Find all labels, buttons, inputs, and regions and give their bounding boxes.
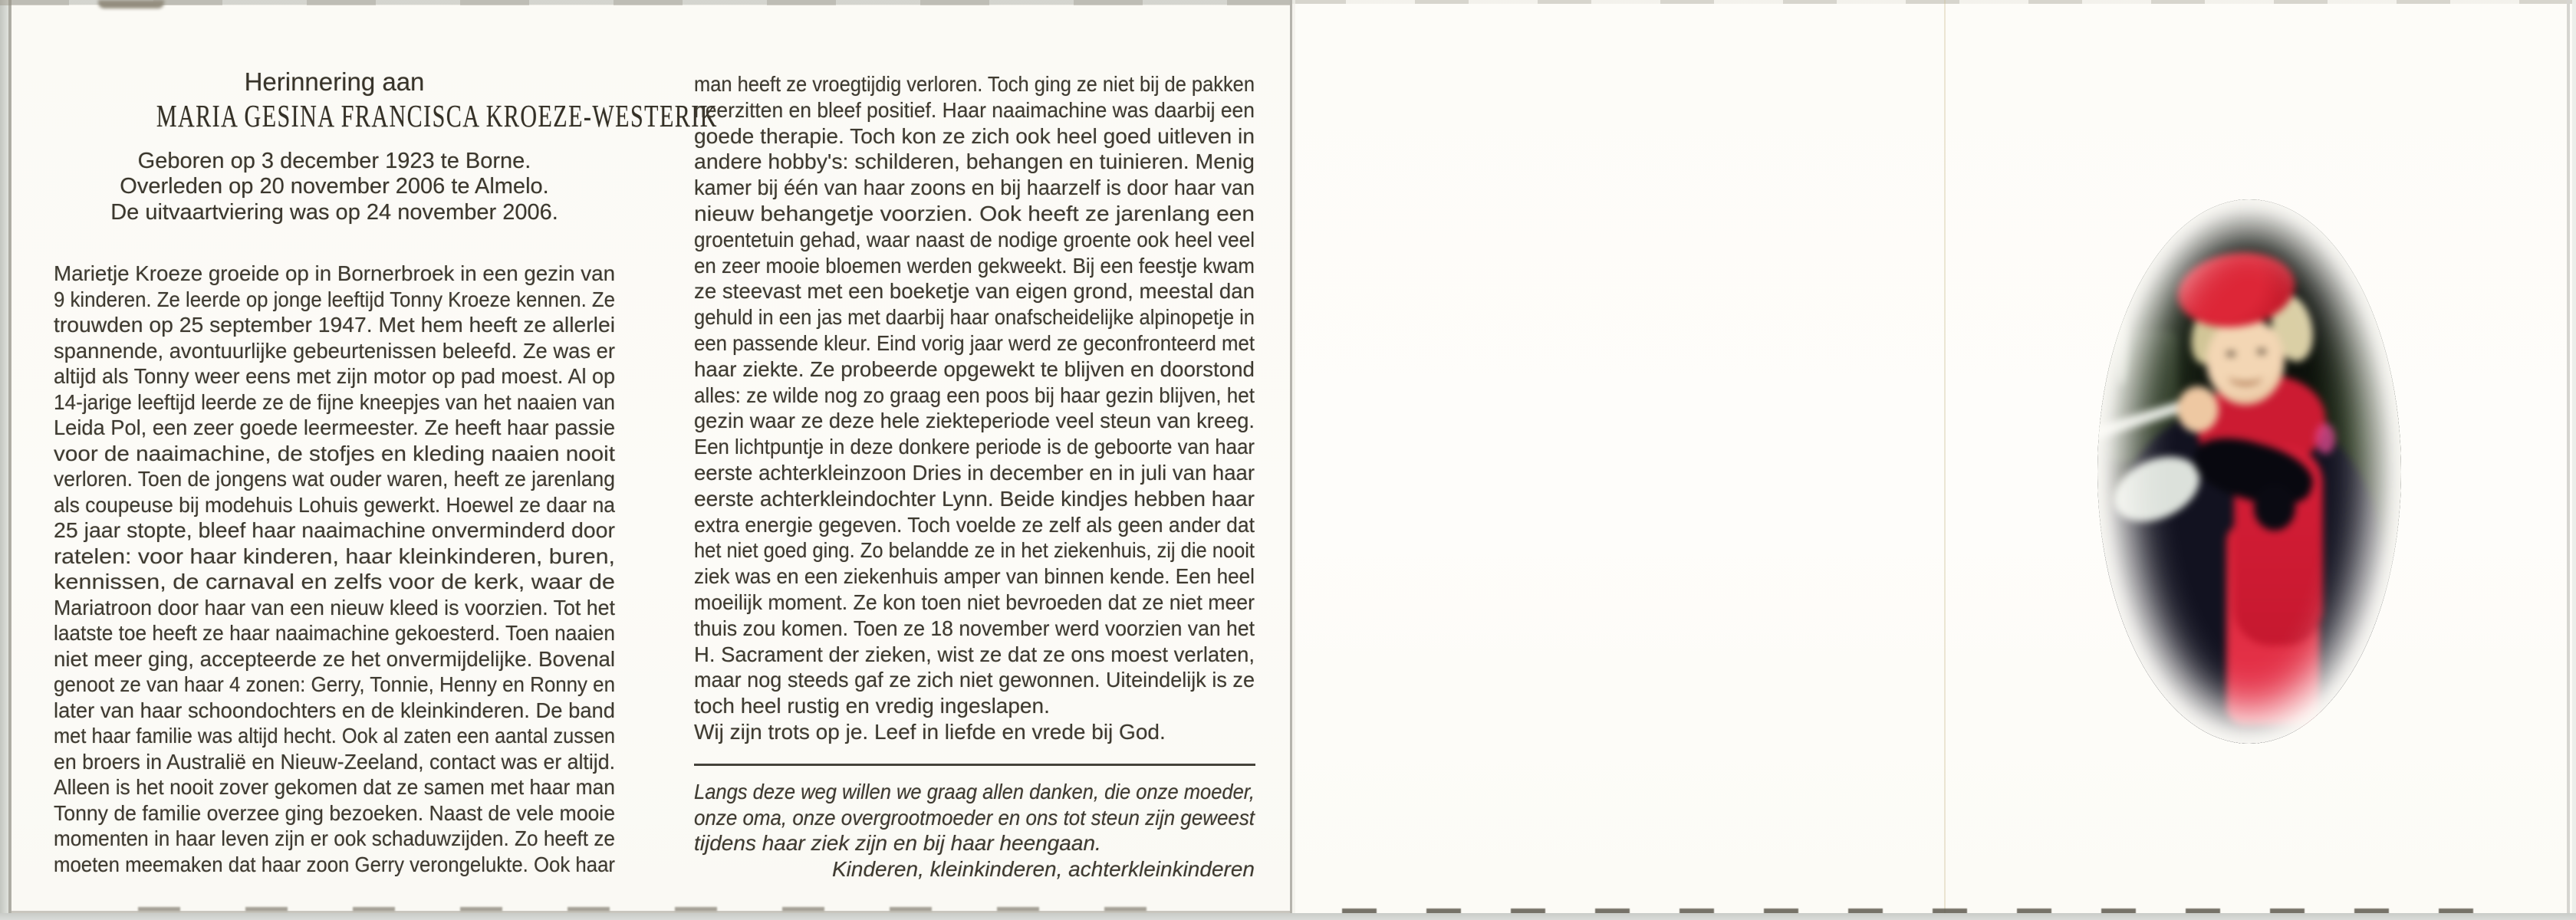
text-line: kamer bij één van haar zoons en bij haarzelf is door haar van	[694, 176, 1255, 200]
text-line: momenten in haar leven zijn er ook schaduwzijden. Zo heeft ze	[54, 826, 615, 850]
text-line: en zeer mooie bloemen werden gekweekt. Bij een feestje kwam	[694, 253, 1255, 278]
photo-oval-frame	[2097, 199, 2401, 744]
text-line: voor de naaimachine, de stofjes en kleding naaien nooit	[54, 441, 615, 465]
text-line: Kinderen, kleinkinderen, achterkleinkinderen	[831, 857, 1255, 881]
text-line: later van haar schoondochters en de kleinkinderen. De band	[54, 698, 615, 722]
text-line: andere hobby's: schilderen, behangen en tuinieren. Menig	[694, 150, 1255, 174]
text-line: trouwden op 25 september 1947. Met hem heeft ze allerlei	[54, 313, 615, 337]
text-line: Leida Pol, een zeer goede leermeester. Ze heeft haar passie	[54, 416, 615, 439]
text-line: moeten meemaken dat haar zoon Gerry verongelukte. Ook haar	[54, 852, 615, 876]
text-line: niet meer ging, accepteerde ze het onvermijdelijke. Bovenal	[54, 646, 615, 671]
text-line: gezin waar ze deze hele ziekteperiode veel steun van kreeg.	[694, 409, 1255, 433]
text-line: kennissen, de carnaval en zelfs voor de kerk, waar de	[54, 570, 615, 593]
text-line: toch heel rustig en vredig ingeslapen.	[694, 694, 1050, 718]
text-line: maar nog steeds gaf ze zich niet gewonnen. Uiteindelijk is ze	[694, 668, 1255, 692]
text-line: een passende kleur. Eind vorig jaar werd ze geconfronteerd met	[694, 331, 1255, 355]
text-line: en broers in Australië en Nieuw-Zeeland, contact was er altijd.	[54, 749, 615, 774]
text-line: De uitvaartviering was op 24 november 2006.	[110, 199, 558, 225]
text-line: met haar familie was altijd hecht. Ook al zaten een aantal zussen	[54, 724, 615, 748]
text-line: H. Sacrament der zieken, wist ze dat ze ons moest verlaten,	[694, 642, 1255, 666]
text-line: Langs deze weg willen we graag allen danken, die onze moeder,	[694, 780, 1255, 803]
text-line: als coupeuse bij modehuis Lohuis gewerkt. Hoewel ze daar na	[54, 492, 615, 517]
biography-column-1	[54, 0, 718, 920]
text-line: Tonny de familie overzee ging bezoeken. Naast de vele mooie	[54, 800, 615, 825]
text-line: MARIA GESINA FRANCISCA KROEZE-WESTERIK	[156, 98, 718, 133]
text-line: Mariatroon door haar van een nieuw kleed is voorzien. Tot het	[54, 595, 615, 619]
text-line: haar ziekte. Ze probeerde opgewekt te blijven en doorstond	[694, 356, 1255, 381]
text-line: 9 kinderen. Ze leerde op jonge leeftijd Tonny Kroeze kennen. Ze	[54, 287, 615, 311]
text-line: laatste toe heeft ze haar naaimachine gekoesterd. Toen naaien	[54, 621, 615, 645]
text-line: man heeft ze vroegtijdig verloren. Toch ging ze niet bij de pakken	[694, 72, 1255, 96]
text-line: moeilijk moment. Ze kon toen niet bevroeden dat ze niet meer	[694, 590, 1255, 614]
text-line: Alleen is het nooit zover gekomen dat ze samen met haar man	[54, 775, 615, 799]
text-line: Overleden op 20 november 2006 te Almelo.	[120, 174, 549, 199]
text-line: verloren. Toen de jongens wat ouder waren, heeft ze jarenlang	[54, 467, 615, 491]
photo-vignette	[2097, 199, 2401, 744]
memorial-photo	[2097, 199, 2401, 744]
text-line: onze oma, onze overgrootmoeder en ons tot steun zijn geweest	[694, 805, 1255, 830]
biography-column-2	[694, 0, 1255, 920]
scan-edge-left	[0, 0, 9, 920]
text-line: Herinnering aan	[244, 67, 425, 96]
text-line: Wij zijn trots op je. Leef in liefde en vrede bij God.	[694, 720, 1166, 744]
text-line: groentetuin gehad, waar naast de nodige groente ook heel veel	[694, 227, 1255, 251]
text-line: 14-jarige leeftijd leerde ze de fijne kneepjes van het naaien van	[54, 389, 615, 414]
text-line: goede therapie. Toch kon ze zich ook heel goed uitleven in	[694, 123, 1255, 148]
text-line: neerzitten en bleef positief. Haar naaimachine was daarbij een	[694, 97, 1255, 122]
text-line: spannende, avontuurlijke gebeurtenissen beleefd. Ze was er	[54, 338, 615, 363]
divider-rule	[694, 764, 1255, 766]
text-line: altijd als Tonny weer eens met zijn motor op pad moest. Al op	[54, 364, 615, 388]
text-line: thuis zou komen. Toen ze 18 november werd voorzien van het	[694, 616, 1255, 640]
text-line: 25 jaar stopte, bleef haar naaimachine onverminderd door	[54, 518, 615, 542]
text-line: ziek was en een ziekenhuis amper van binnen kende. Een heel	[694, 564, 1255, 589]
text-line: nieuw behangetje voorzien. Ook heeft ze jarenlang een	[694, 202, 1255, 225]
text-line: gehuld in een jas met daarbij haar onafscheidelijke alpinopetje in	[694, 305, 1255, 330]
text-line: eerste achterkleinzoon Dries in december en in juli van haar	[694, 461, 1255, 485]
text-line: Geboren op 3 december 1923 te Borne.	[137, 148, 531, 173]
text-line: Een lichtpuntje in deze donkere periode is de geboorte van haar	[694, 435, 1255, 459]
text-line: tijdens haar ziek zijn en bij haar heengaan.	[694, 831, 1101, 855]
text-line: alles: ze wilde nog zo graag een poos bij haar gezin blijven, het	[694, 383, 1255, 407]
text-line: ze steevast met een boeketje van eigen grond, meestal dan	[694, 279, 1255, 304]
text-line: ratelen: voor haar kinderen, haar kleinkinderen, buren,	[54, 544, 615, 568]
text-line: het niet goed ging. Zo belandde ze in het ziekenhuis, zij die nooit	[694, 538, 1255, 563]
text-line: Marietje Kroeze groeide op in Bornerbroek in een gezin van	[54, 261, 615, 285]
text-line: extra energie gegeven. Toch voelde ze zelf als geen ander dat	[694, 512, 1255, 537]
text-line: eerste achterkleindochter Lynn. Beide kindjes hebben haar	[694, 486, 1255, 511]
text-line: genoot ze van haar 4 zonen: Gerry, Tonnie, Henny en Ronny en	[54, 672, 615, 696]
